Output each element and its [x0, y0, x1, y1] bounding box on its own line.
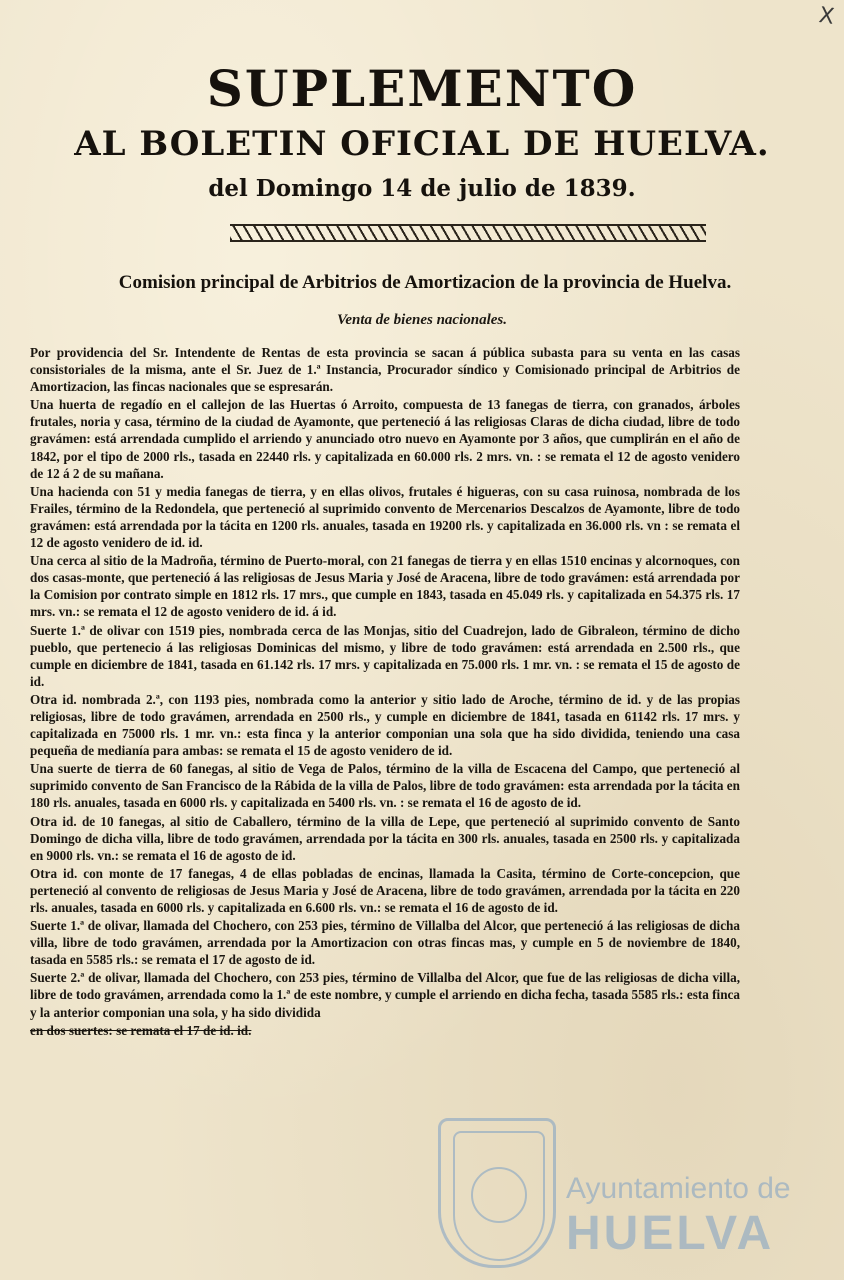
paragraph: Una hacienda con 51 y media fanegas de tierra, y en ellas olivos, frutales é higueras, con su casa ruinosa, nombrada de los Frailes, término de la Redondela, que perteneció al suprimido convento de Mercenarios Descalzos de Ayamonte, libre de todo gravámen: está arrendada por la tácita en 1200 rls. anuales, tasada en 19200 rls. y capitalizada en 36.000 rls. vn : se remata el 12 de agosto venidero de id. id. — [30, 483, 740, 551]
paragraph: Otra id. de 10 fanegas, al sitio de Caballero, término de la villa de Lepe, que perteneció al suprimido convento de Santo Domingo de dicha villa, libre de todo gravámen, arrendada por la tácita en 300 rls. anuales, tasada en 2500 rls. y capitalizada en 9000 rls. vn.: se remata el 16 de agosto de id. — [30, 813, 740, 863]
handwritten-mark: X — [817, 3, 836, 30]
paragraph: Suerte 2.ª de olivar, llamada del Chochero, con 253 pies, término de Villalba del Alcor, que fue de las religiosas de dicha villa, libre de todo gravámen, arrendada como la 1.ª de este nombre, y cumple el arriendo en dicha fecha, tasada 5585 rls.: esta finca y la anterior componian una sola, y ha sido dividida — [30, 970, 740, 1020]
masthead — [0, 60, 844, 204]
paragraph: Suerte 1.ª de olivar, llamada del Chochero, con 253 pies, término de Villalba del Alcor, que perteneció á las religiosas de dicha villa, libre de todo gravámen, arrendada por la Amortizacion con otras fincas mas, y cumple en 5 de noviembre de 1840, tasada en 5585 rls.: se remata el 17 de agosto de id. — [30, 918, 740, 968]
paragraph: Una suerte de tierra de 60 fanegas, al sitio de Vega de Palos, término de la villa de Escacena del Campo, que perteneció al suprimido convento de San Francisco de la Rábida de la villa de Palos, libre de todo gravámen: esta arrendada por la tácita en 180 rls. anuales, tasada en 6000 rls. y capitalizada en 5400 rls. vn. : se remata el 16 de agosto de id. — [30, 761, 740, 811]
paragraph: Suerte 1.ª de olivar con 1519 pies, nombrada cerca de las Monjas, sitio del Cuadrejon, lado de Gibraleon, término de dicho pueblo, que pertenecio á las religiosas Dominicas del mismo, y libre de todo gravámen: está arrendada en 2.500 rls., que cumple en diciembre de 1841, tasada en 61.142 rls. 17 mrs. y capitalizada en 75.000 rls. 1 mr. vn. : se remata el 15 de agosto de id. — [30, 622, 740, 689]
masthead-subtitle: AL BOLETIN OFICIAL DE HUELVA. — [74, 124, 770, 164]
final-line: en dos suertes: se remata el 17 de id. id. — [30, 1022, 252, 1038]
section-title: Comision principal de Arbitrios de Amortizacion de la provincia de Huelva. — [118, 272, 732, 293]
ayuntamiento-watermark — [438, 1118, 828, 1273]
paragraph: Una huerta de regadío en el callejon de las Huertas ó Arroito, compuesta de 13 fanegas de tierra, con granados, árboles frutales, noria y casa, término de la ciudad de Ayamonte, que perteneció á las religiosas Claras de dicha ciudad, libre de todo gravámen: está arrendada cumplido el arriendo y anunciado otro nuevo en Ayamonte por 3 años, que cumplirán en el año de 1842, por el tipo de 2000 rls., tasada en 22440 rls. y capitalizada en 60.000 rls. 2 mrs. vn. : se remata el 12 de agosto venidero de 12 á 2 de su mañana. — [30, 397, 740, 481]
section-subtitle: Venta de bienes nacionales. — [336, 312, 507, 328]
shield-icon — [438, 1118, 556, 1268]
watermark-line2: HUELVA — [566, 1207, 775, 1260]
seal-circle-icon — [471, 1167, 527, 1223]
watermark-line1: Ayuntamiento de — [566, 1172, 791, 1205]
masthead-date: del Domingo 14 de julio de 1839. — [208, 175, 636, 202]
article-body — [30, 344, 740, 1040]
masthead-title: SUPLEMENTO — [206, 59, 638, 118]
paragraph: Otra id. con monte de 17 fanegas, 4 de ellas pobladas de encinas, llamada la Casita, término de Corte-concepcion, que perteneció al convento de religiosas de Jesus Maria y José de Aracena, libre de todo gravámen, arrendada por la tácita en 220 rls. anuales, tasada en 6000 rls. y capitalizada en 6.600 rls. vn.: se remata el 16 de agosto de id. — [30, 865, 740, 915]
paragraph: Otra id. nombrada 2.ª, con 1193 pies, nombrada como la anterior y sitio lado de Aroche, término de id. y de las propias religiosas, libre de todo gravámen, arrendada en 2500 rls., y cumple en diciembre de 1841, tasada en 61142 rls. 17 mrs. y capitalizada en 75000 rls. 1 mr. vn.: esta finca y la anterior componian una sola que ha sido dividida, teniendo una casa pequeña de medianía para ambas: se remata el 15 de agosto venidero de id. — [30, 691, 740, 759]
ornamental-rule — [230, 224, 706, 242]
paragraph: Por providencia del Sr. Intendente de Rentas de esta provincia se sacan á pública subasta para su venta en las casas consistoriales de la misma, ante el Sr. Juez de 1.ª Instancia, Procurador síndico y Comisionado principal de Arbitrios de Amortizacion, las fincas nacionales que se espresarán. — [30, 345, 740, 395]
paragraph: Una cerca al sitio de la Madroña, término de Puerto-moral, con 21 fanegas de tierra y en ellas 1510 encinas y alcornoques, con dos casas-monte, que perteneció á las religiosas de Jesus Maria y José de Aracena, libre de todo gravámen: está arrendada por la Comision por contrato simple en 1812 rls. 17 mrs., que cumple en 1843, tasada en 45.049 rls. y capitalizada en 54.375 rls. 17 mrs. vn.: se remata el 12 de agosto venidero de id. á id. — [30, 553, 740, 620]
